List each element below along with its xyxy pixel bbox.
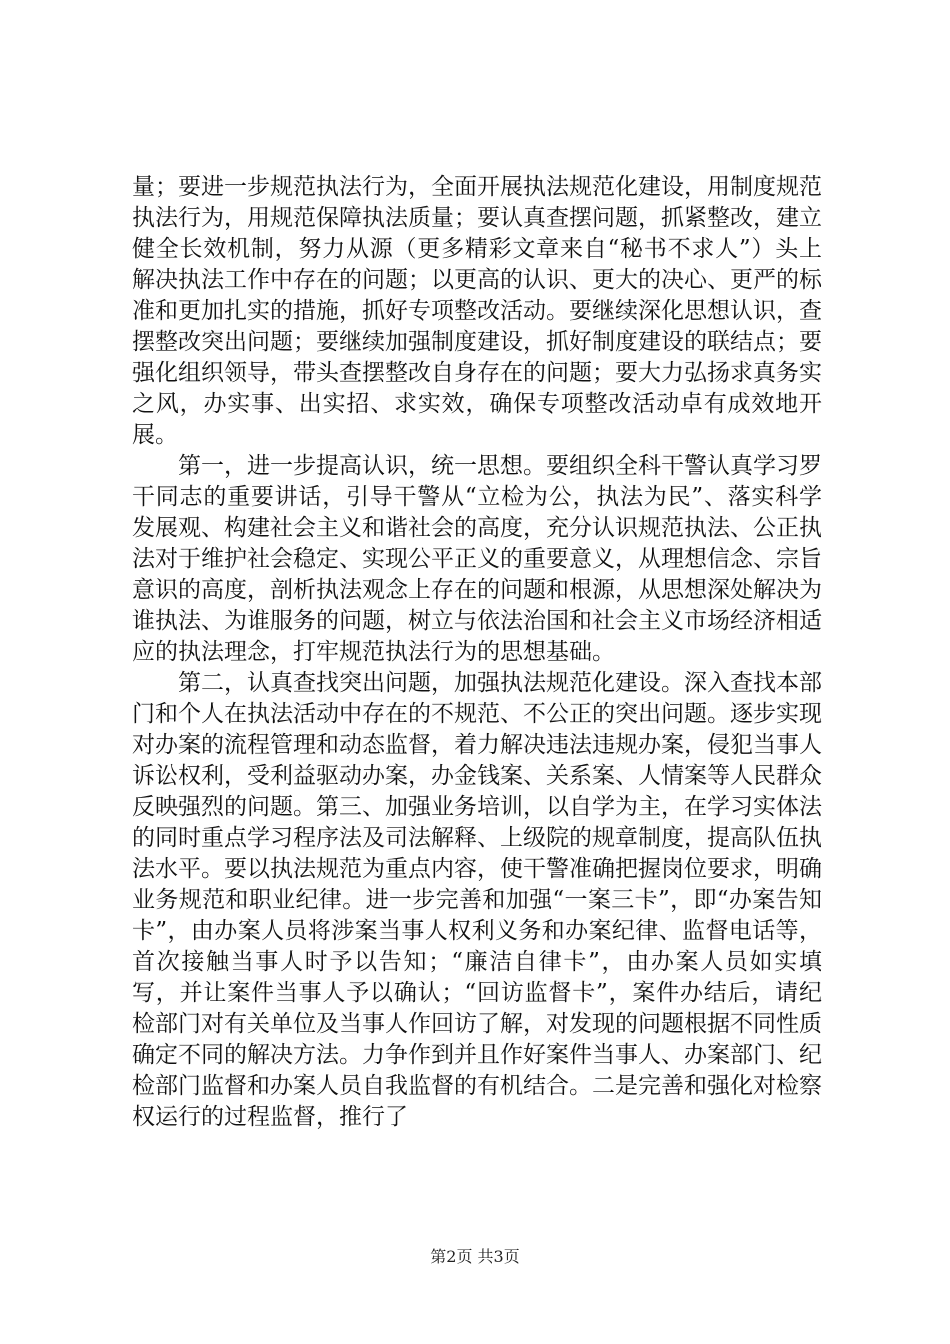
- paragraph-second-point: 第二，认真查找突出问题，加强执法规范化建设。深入查找本部门和个人在执法活动中存在的不规范、不公正的突出问题。逐步实现对办案的流程管理和动态监督，着力解决违法违规办案，侵犯当事人诉讼权利，受利益驱动办案，办金钱案、关系案、人情案等人民群众反映强烈的问题。第三、加强业务培训，以自学为主，在学习实体法的同时重点学习程序法及司法解释、上级院的规章制度，提高队伍执法水平。要以执法规范为重点内容，使干警准确把握岗位要求，明确业务规范和职业纪律。进一步完善和加强“一案三卡”，即“办案告知卡”，由办案人员将涉案当事人权利义务和办案纪律、监督电话等，首次接触当事人时予以告知；“廉洁自律卡”，由办案人员如实填写，并让案件当事人予以确认；“回访监督卡”，案件办结后，请纪检部门对有关单位及当事人作回访了解，对发现的问题根据不同性质确定不同的解决方法。力争作到并且作好案件当事人、办案部门、纪检部门监督和办案人员自我监督的有机结合。二是完善和强化对检察权运行的过程监督，推行了: [132, 670, 822, 1130]
- page-number-footer: 第2页 共3页: [430, 1247, 520, 1266]
- paragraph-continuation: 量；要进一步规范执法行为，全面开展执法规范化建设，用制度规范执法行为，用规范保障执法质量；要认真查摆问题，抓紧整改，建立健全长效机制，努力从源（更多精彩文章来自“秘书不求人”）头上解决执法工作中存在的问题；以更高的认识、更大的决心、更严的标准和更加扎实的措施，抓好专项整改活动。要继续深化思想认识，查摆整改突出问题；要继续加强制度建设，抓好制度建设的联结点；要强化组织领导，带头查摆整改自身存在的问题；要大力弘扬求真务实之风，办实事、出实招、求实效，确保专项整改活动卓有成效地开展。: [132, 174, 822, 448]
- document-body: [132, 172, 822, 1133]
- paragraph-first-point: 第一，进一步提高认识，统一思想。要组织全科干警认真学习罗干同志的重要讲话，引导干警从“立检为公，执法为民”、落实科学发展观、构建社会主义和谐社会的高度，充分认识规范执法、公正执法对于维护社会稳定、实现公平正义的重要意义，从理想信念、宗旨意识的高度，剖析执法观念上存在的问题和根源，从思想深处解决为谁执法、为谁服务的问题，树立与依法治国和社会主义市场经济相适应的执法理念，打牢规范执法行为的思想基础。: [132, 453, 822, 665]
